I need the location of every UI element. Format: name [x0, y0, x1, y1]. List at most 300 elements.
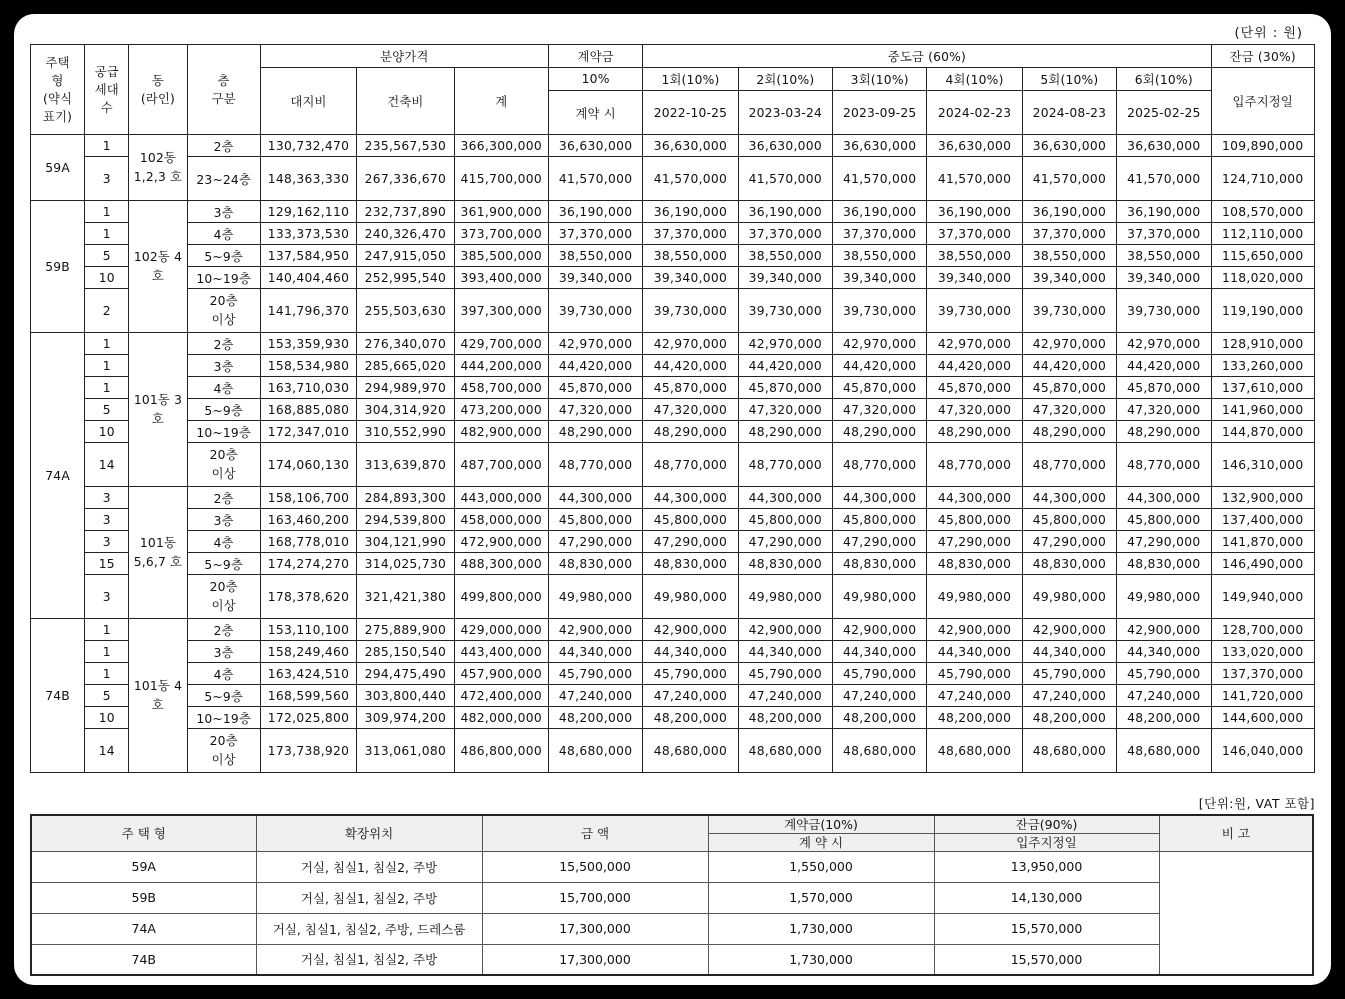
cell-installment: 39,730,000	[1117, 289, 1211, 333]
cell-installment: 44,420,000	[738, 355, 832, 377]
extension-table	[30, 814, 1314, 976]
cell-build: 314,025,730	[357, 553, 454, 575]
cell-installment: 48,680,000	[1117, 729, 1211, 773]
table-row	[31, 157, 1315, 201]
cell-total: 488,300,000	[454, 553, 548, 575]
table-row	[31, 267, 1315, 289]
cell-installment: 42,970,000	[1117, 333, 1211, 355]
cell-installment: 36,630,000	[643, 135, 738, 157]
cell-dong-text: 101동 5,6,7 호	[133, 535, 183, 569]
ext-cell-location: 거실, 침실1, 침실2, 주방	[256, 882, 482, 913]
cell-installment: 44,300,000	[643, 487, 738, 509]
cell-dep: 39,340,000	[548, 267, 642, 289]
header-date: 2022-10-25	[643, 91, 738, 135]
document-page	[14, 14, 1331, 985]
cell-floor: 5~9층	[187, 245, 260, 267]
cell-total: 458,000,000	[454, 509, 548, 531]
header-floor	[187, 45, 260, 135]
cell-installment: 42,970,000	[833, 333, 927, 355]
cell-build: 252,995,540	[357, 267, 454, 289]
ext-header-note: 비 고	[1159, 815, 1313, 851]
cell-installment: 36,630,000	[833, 135, 927, 157]
header-deposit: 계약금	[548, 45, 642, 68]
cell-installment: 47,240,000	[1022, 685, 1116, 707]
cell-units: 14	[85, 729, 129, 773]
cell-land: 163,460,200	[260, 509, 356, 531]
header-balance-when: 입주지정일	[1211, 68, 1314, 135]
cell-type: 59A	[31, 135, 85, 201]
cell-land: 137,584,950	[260, 245, 356, 267]
cell-installment: 41,570,000	[738, 157, 832, 201]
ext-table-row	[31, 913, 1313, 944]
cell-installment: 37,370,000	[738, 223, 832, 245]
cell-installment: 47,240,000	[738, 685, 832, 707]
cell-installment: 44,340,000	[738, 641, 832, 663]
cell-dep: 48,770,000	[548, 443, 642, 487]
cell-build: 267,336,670	[357, 157, 454, 201]
cell-installment: 42,900,000	[833, 619, 927, 641]
cell-units: 15	[85, 553, 129, 575]
cell-installment: 41,570,000	[833, 157, 927, 201]
cell-build: 240,326,470	[357, 223, 454, 245]
cell-build: 304,314,920	[357, 399, 454, 421]
cell-units: 10	[85, 707, 129, 729]
table-row	[31, 289, 1315, 333]
header-deposit-pct: 10%	[548, 68, 642, 91]
cell-balance: 133,020,000	[1211, 641, 1314, 663]
cell-balance: 144,870,000	[1211, 421, 1314, 443]
cell-balance: 149,940,000	[1211, 575, 1314, 619]
cell-balance: 146,040,000	[1211, 729, 1314, 773]
cell-floor: 10~19층	[187, 267, 260, 289]
ext-cell-location: 거실, 침실1, 침실2, 주방	[256, 851, 482, 882]
cell-balance: 112,110,000	[1211, 223, 1314, 245]
cell-total: 472,900,000	[454, 531, 548, 553]
header-installment: 6회(10%)	[1117, 68, 1211, 91]
header-balance: 잔금 (30%)	[1211, 45, 1314, 68]
cell-installment: 47,320,000	[927, 399, 1022, 421]
cell-floor: 5~9층	[187, 399, 260, 421]
unit-label: (단위 : 원)	[1234, 26, 1303, 41]
cell-installment: 47,290,000	[833, 531, 927, 553]
cell-build: 285,150,540	[357, 641, 454, 663]
cell-installment: 48,770,000	[643, 443, 738, 487]
cell-units: 3	[85, 531, 129, 553]
cell-land: 158,534,980	[260, 355, 356, 377]
cell-land: 158,106,700	[260, 487, 356, 509]
ext-cell-balance: 13,950,000	[934, 851, 1159, 882]
ext-cell-amount: 15,700,000	[482, 882, 708, 913]
cell-installment: 42,900,000	[738, 619, 832, 641]
ext-cell-type: 74A	[31, 913, 256, 944]
cell-build: 304,121,990	[357, 531, 454, 553]
cell-installment: 45,790,000	[1117, 663, 1211, 685]
header-land: 대지비	[260, 68, 356, 135]
cell-installment: 48,770,000	[1022, 443, 1116, 487]
cell-units: 1	[85, 333, 129, 355]
cell-dep: 47,290,000	[548, 531, 642, 553]
cell-build: 276,340,070	[357, 333, 454, 355]
cell-units: 1	[85, 619, 129, 641]
cell-floor: 10~19층	[187, 707, 260, 729]
cell-installment: 36,190,000	[1117, 201, 1211, 223]
cell-build: 235,567,530	[357, 135, 454, 157]
cell-land: 163,710,030	[260, 377, 356, 399]
cell-dep: 42,970,000	[548, 333, 642, 355]
table-row	[31, 399, 1315, 421]
cell-dep: 38,550,000	[548, 245, 642, 267]
table-row	[31, 487, 1315, 509]
header-date: 2023-09-25	[833, 91, 927, 135]
ext-header-row-1	[31, 815, 1313, 833]
cell-installment: 36,190,000	[738, 201, 832, 223]
header-installment: 3회(10%)	[833, 68, 927, 91]
cell-dong	[129, 333, 187, 487]
cell-installment: 42,970,000	[738, 333, 832, 355]
cell-dep: 44,340,000	[548, 641, 642, 663]
ext-header-deposit-when: 계 약 시	[708, 833, 934, 851]
cell-total: 487,700,000	[454, 443, 548, 487]
cell-floor	[187, 289, 260, 333]
cell-land: 140,404,460	[260, 267, 356, 289]
cell-build: 284,893,300	[357, 487, 454, 509]
cell-total: 397,300,000	[454, 289, 548, 333]
cell-installment: 47,290,000	[643, 531, 738, 553]
cell-installment: 36,630,000	[927, 135, 1022, 157]
cell-installment: 36,190,000	[1022, 201, 1116, 223]
cell-installment: 47,320,000	[1022, 399, 1116, 421]
cell-installment: 48,830,000	[1022, 553, 1116, 575]
header-supply-line: 공급	[94, 64, 119, 79]
cell-total: 429,700,000	[454, 333, 548, 355]
cell-installment: 36,630,000	[1022, 135, 1116, 157]
cell-land: 173,738,920	[260, 729, 356, 773]
cell-floor: 4층	[187, 531, 260, 553]
header-installment: 4회(10%)	[927, 68, 1022, 91]
cell-total: 361,900,000	[454, 201, 548, 223]
ext-table-row	[31, 882, 1313, 913]
cell-installment: 39,730,000	[738, 289, 832, 333]
cell-installment: 45,800,000	[1022, 509, 1116, 531]
cell-installment: 44,420,000	[833, 355, 927, 377]
table-row	[31, 135, 1315, 157]
cell-total: 415,700,000	[454, 157, 548, 201]
cell-installment: 42,970,000	[1022, 333, 1116, 355]
table-row	[31, 377, 1315, 399]
cell-installment: 39,730,000	[927, 289, 1022, 333]
ext-cell-deposit: 1,550,000	[708, 851, 934, 882]
cell-installment: 41,570,000	[1022, 157, 1116, 201]
header-date: 2025-02-25	[1117, 91, 1211, 135]
header-date: 2024-02-23	[927, 91, 1022, 135]
cell-installment: 39,730,000	[643, 289, 738, 333]
cell-units: 3	[85, 575, 129, 619]
cell-installment: 39,340,000	[738, 267, 832, 289]
cell-floor	[187, 729, 260, 773]
cell-installment: 47,290,000	[1022, 531, 1116, 553]
cell-installment: 48,290,000	[1022, 421, 1116, 443]
table-row	[31, 531, 1315, 553]
ext-cell-note	[1159, 851, 1313, 975]
table-row	[31, 729, 1315, 773]
header-dong-line: 동	[151, 73, 165, 88]
ext-cell-balance: 14,130,000	[934, 882, 1159, 913]
cell-installment: 49,980,000	[927, 575, 1022, 619]
cell-dep: 47,240,000	[548, 685, 642, 707]
header-type-line: (약식	[43, 91, 73, 106]
cell-installment: 47,320,000	[1117, 399, 1211, 421]
cell-dep: 45,790,000	[548, 663, 642, 685]
cell-installment: 48,770,000	[738, 443, 832, 487]
cell-installment: 38,550,000	[833, 245, 927, 267]
cell-floor: 3층	[187, 355, 260, 377]
cell-installment: 45,870,000	[1022, 377, 1116, 399]
cell-installment: 39,340,000	[927, 267, 1022, 289]
cell-installment: 44,340,000	[833, 641, 927, 663]
cell-total: 457,900,000	[454, 663, 548, 685]
ext-cell-location: 거실, 침실1, 침실2, 주방	[256, 944, 482, 975]
cell-build: 313,061,080	[357, 729, 454, 773]
cell-land: 168,778,010	[260, 531, 356, 553]
cell-total: 393,400,000	[454, 267, 548, 289]
cell-dep: 39,730,000	[548, 289, 642, 333]
cell-installment: 47,320,000	[738, 399, 832, 421]
cell-build: 321,421,380	[357, 575, 454, 619]
cell-installment: 44,340,000	[1022, 641, 1116, 663]
cell-installment: 39,340,000	[643, 267, 738, 289]
cell-balance: 146,490,000	[1211, 553, 1314, 575]
cell-total: 443,400,000	[454, 641, 548, 663]
cell-floor	[187, 575, 260, 619]
cell-balance: 141,960,000	[1211, 399, 1314, 421]
cell-dong-text: 101동 3호	[133, 392, 183, 426]
cell-dong	[129, 619, 187, 773]
cell-dep: 49,980,000	[548, 575, 642, 619]
table-row	[31, 245, 1315, 267]
cell-installment: 36,630,000	[738, 135, 832, 157]
cell-units: 1	[85, 641, 129, 663]
cell-installment: 38,550,000	[738, 245, 832, 267]
header-deposit-when: 계약 시	[548, 91, 642, 135]
header-middle: 중도금 (60%)	[643, 45, 1211, 68]
ext-table-row	[31, 944, 1313, 975]
cell-installment: 45,790,000	[643, 663, 738, 685]
cell-type: 74B	[31, 619, 85, 773]
cell-build: 294,475,490	[357, 663, 454, 685]
cell-installment: 38,550,000	[643, 245, 738, 267]
cell-dep: 36,190,000	[548, 201, 642, 223]
header-installment: 1회(10%)	[643, 68, 738, 91]
cell-installment: 48,200,000	[833, 707, 927, 729]
cell-installment: 47,240,000	[643, 685, 738, 707]
cell-total: 482,000,000	[454, 707, 548, 729]
cell-installment: 45,790,000	[833, 663, 927, 685]
cell-installment: 36,630,000	[1117, 135, 1211, 157]
cell-land: 153,359,930	[260, 333, 356, 355]
cell-dong-text: 102동 1,2,3 호	[133, 150, 183, 184]
table-row	[31, 707, 1315, 729]
cell-land: 148,363,330	[260, 157, 356, 201]
cell-dep: 41,570,000	[548, 157, 642, 201]
cell-installment: 45,800,000	[1117, 509, 1211, 531]
header-floor-line: 구분	[211, 91, 236, 106]
cell-installment: 47,290,000	[738, 531, 832, 553]
cell-floor: 4층	[187, 223, 260, 245]
cell-dep: 48,290,000	[548, 421, 642, 443]
cell-total: 443,000,000	[454, 487, 548, 509]
cell-land: 133,373,530	[260, 223, 356, 245]
header-date: 2024-08-23	[1022, 91, 1116, 135]
header-type-line: 주택	[45, 55, 70, 70]
ext-header-location: 확장위치	[256, 815, 482, 851]
cell-land: 172,025,800	[260, 707, 356, 729]
cell-installment: 36,190,000	[643, 201, 738, 223]
header-installment: 5회(10%)	[1022, 68, 1116, 91]
cell-balance: 108,570,000	[1211, 201, 1314, 223]
ext-cell-balance: 15,570,000	[934, 913, 1159, 944]
cell-floor-text: 20층 이상	[209, 447, 238, 481]
cell-installment: 44,420,000	[927, 355, 1022, 377]
cell-installment: 39,730,000	[1022, 289, 1116, 333]
header-row-1	[31, 45, 1315, 68]
cell-installment: 42,900,000	[1022, 619, 1116, 641]
cell-installment: 41,570,000	[927, 157, 1022, 201]
cell-balance: 144,600,000	[1211, 707, 1314, 729]
cell-units: 1	[85, 663, 129, 685]
cell-balance: 141,870,000	[1211, 531, 1314, 553]
cell-installment: 48,200,000	[1117, 707, 1211, 729]
cell-installment: 44,300,000	[738, 487, 832, 509]
cell-installment: 48,290,000	[1117, 421, 1211, 443]
cell-dep: 45,800,000	[548, 509, 642, 531]
cell-build: 310,552,990	[357, 421, 454, 443]
cell-installment: 48,770,000	[833, 443, 927, 487]
cell-installment: 45,800,000	[833, 509, 927, 531]
ext-cell-type: 59A	[31, 851, 256, 882]
cell-installment: 47,290,000	[1117, 531, 1211, 553]
cell-build: 294,989,970	[357, 377, 454, 399]
cell-installment: 45,790,000	[1022, 663, 1116, 685]
ext-cell-amount: 17,300,000	[482, 944, 708, 975]
cell-floor: 10~19층	[187, 421, 260, 443]
table-row	[31, 333, 1315, 355]
cell-installment: 48,770,000	[1117, 443, 1211, 487]
cell-dep: 48,680,000	[548, 729, 642, 773]
cell-total: 486,800,000	[454, 729, 548, 773]
ext-cell-type: 59B	[31, 882, 256, 913]
table-row	[31, 443, 1315, 487]
cell-dep: 36,630,000	[548, 135, 642, 157]
cell-installment: 42,970,000	[643, 333, 738, 355]
cell-floor: 3층	[187, 201, 260, 223]
cell-installment: 39,730,000	[833, 289, 927, 333]
cell-installment: 44,340,000	[1117, 641, 1211, 663]
cell-units: 1	[85, 135, 129, 157]
cell-installment: 49,980,000	[1117, 575, 1211, 619]
cell-build: 309,974,200	[357, 707, 454, 729]
header-supply	[85, 45, 129, 135]
cell-total: 385,500,000	[454, 245, 548, 267]
header-building: 건축비	[357, 68, 454, 135]
cell-floor-text: 20층 이상	[209, 733, 238, 767]
cell-installment: 36,190,000	[927, 201, 1022, 223]
header-date: 2023-03-24	[738, 91, 832, 135]
header-type	[31, 45, 85, 135]
cell-balance: 115,650,000	[1211, 245, 1314, 267]
cell-total: 482,900,000	[454, 421, 548, 443]
cell-installment: 44,340,000	[927, 641, 1022, 663]
cell-installment: 44,300,000	[833, 487, 927, 509]
cell-balance: 141,720,000	[1211, 685, 1314, 707]
header-type-line: 형	[51, 73, 64, 88]
cell-floor: 5~9층	[187, 553, 260, 575]
cell-land: 168,885,080	[260, 399, 356, 421]
cell-build: 294,539,800	[357, 509, 454, 531]
ext-header-balance-when: 입주지정일	[934, 833, 1159, 851]
cell-balance: 118,020,000	[1211, 267, 1314, 289]
cell-installment: 48,200,000	[1022, 707, 1116, 729]
cell-installment: 44,300,000	[1022, 487, 1116, 509]
cell-total: 458,700,000	[454, 377, 548, 399]
cell-build: 303,800,440	[357, 685, 454, 707]
ext-cell-deposit: 1,730,000	[708, 913, 934, 944]
ext-header-type: 주 택 형	[31, 815, 256, 851]
cell-installment: 45,870,000	[643, 377, 738, 399]
cell-installment: 39,340,000	[833, 267, 927, 289]
cell-dep: 45,870,000	[548, 377, 642, 399]
table-row	[31, 201, 1315, 223]
ext-cell-amount: 17,300,000	[482, 913, 708, 944]
cell-dep: 48,830,000	[548, 553, 642, 575]
cell-installment: 44,420,000	[1022, 355, 1116, 377]
cell-build: 275,889,900	[357, 619, 454, 641]
table-row	[31, 553, 1315, 575]
cell-installment: 48,680,000	[643, 729, 738, 773]
cell-floor: 3층	[187, 509, 260, 531]
table-row	[31, 685, 1315, 707]
cell-dong	[129, 201, 187, 333]
cell-units: 3	[85, 157, 129, 201]
cell-installment: 44,300,000	[927, 487, 1022, 509]
cell-installment: 45,870,000	[833, 377, 927, 399]
ext-cell-location: 거실, 침실1, 침실2, 주방, 드레스룸	[256, 913, 482, 944]
cell-units: 5	[85, 399, 129, 421]
cell-dong	[129, 135, 187, 201]
cell-dong-text: 102동 4호	[133, 249, 183, 283]
cell-installment: 48,680,000	[738, 729, 832, 773]
cell-installment: 39,340,000	[1022, 267, 1116, 289]
cell-build: 255,503,630	[357, 289, 454, 333]
cell-installment: 47,240,000	[1117, 685, 1211, 707]
cell-installment: 39,340,000	[1117, 267, 1211, 289]
cell-units: 1	[85, 377, 129, 399]
cell-type: 59B	[31, 201, 85, 333]
ext-cell-amount: 15,500,000	[482, 851, 708, 882]
cell-installment: 44,420,000	[1117, 355, 1211, 377]
cell-units: 1	[85, 355, 129, 377]
cell-land: 130,732,470	[260, 135, 356, 157]
cell-installment: 37,370,000	[927, 223, 1022, 245]
cell-units: 10	[85, 421, 129, 443]
cell-floor: 2층	[187, 135, 260, 157]
ext-cell-deposit: 1,570,000	[708, 882, 934, 913]
cell-installment: 45,870,000	[738, 377, 832, 399]
cell-installment: 45,800,000	[738, 509, 832, 531]
cell-balance: 132,900,000	[1211, 487, 1314, 509]
cell-balance: 146,310,000	[1211, 443, 1314, 487]
cell-installment: 42,900,000	[927, 619, 1022, 641]
cell-installment: 49,980,000	[1022, 575, 1116, 619]
